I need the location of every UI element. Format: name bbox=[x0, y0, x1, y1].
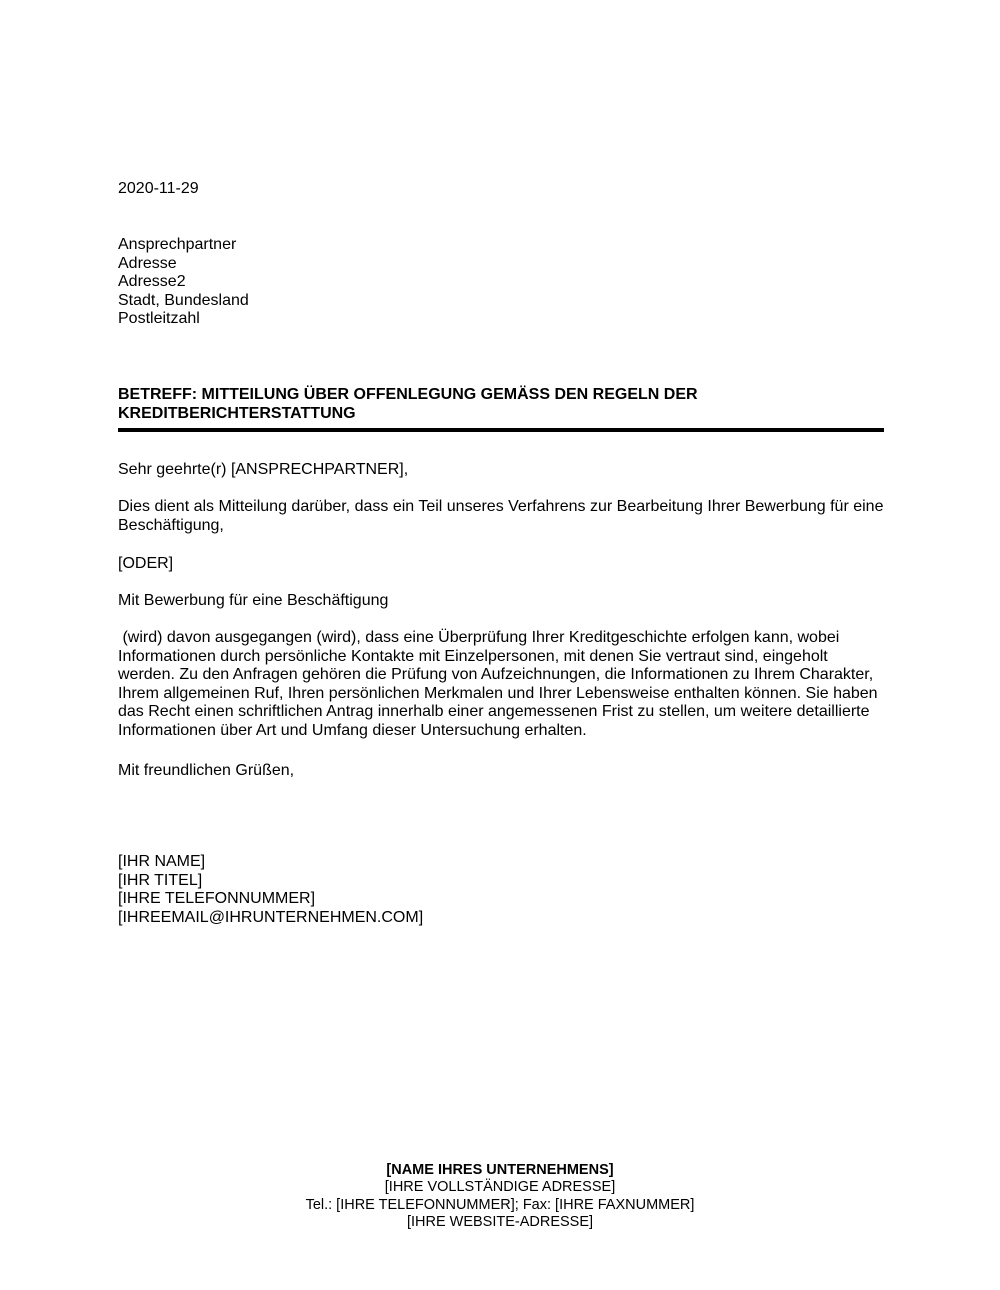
subject-line-1: BETREFF: MITTEILUNG ÜBER OFFENLEGUNG GEMÄSS DEN REGELN DER bbox=[118, 386, 698, 403]
signature-block bbox=[118, 853, 884, 927]
footer-website: [IHRE WEBSITE-ADRESSE] bbox=[406, 1214, 594, 1231]
recipient-contact: Ansprechpartner bbox=[118, 236, 237, 253]
recipient-postal-code: Postleitzahl bbox=[118, 310, 200, 328]
salutation: Sehr geehrte(r) [ANSPRECHPARTNER], bbox=[118, 461, 409, 478]
signature-name: [IHR NAME] bbox=[118, 853, 206, 870]
signature-email: [IHREEMAIL@IHRUNTERNEHMEN.COM] bbox=[118, 908, 424, 926]
footer-contact: Tel.: [IHRE TELEFONNUMMER]; Fax: [IHRE FAXNUMMER] bbox=[305, 1196, 695, 1213]
signature-title: [IHR TITEL] bbox=[118, 871, 203, 889]
subject-divider bbox=[118, 428, 884, 432]
recipient-city-state: Stadt, Bundesland bbox=[118, 291, 249, 309]
subject-heading bbox=[118, 386, 884, 423]
recipient-address-line2: Adresse2 bbox=[118, 273, 186, 291]
body-paragraph-2: Mit Bewerbung für eine Beschäftigung bbox=[118, 592, 389, 609]
company-footer bbox=[0, 1162, 1000, 1232]
footer-address: [IHRE VOLLSTÄNDIGE ADRESSE] bbox=[384, 1179, 616, 1196]
closing: Mit freundlichen Grüßen, bbox=[118, 762, 295, 779]
subject-line-2: KREDITBERICHTERSTATTUNG bbox=[118, 404, 356, 422]
body-paragraph-1: Dies dient als Mitteilung darüber, dass ein Teil unseres Verfahrens zur Bearbeitung Ihrer Bewerbung für eine Beschäftigung, bbox=[118, 498, 884, 534]
or-marker: [ODER] bbox=[118, 555, 174, 572]
footer-company-name: [NAME IHRES UNTERNEHMENS] bbox=[386, 1162, 614, 1178]
recipient-address bbox=[118, 236, 884, 329]
signature-phone: [IHRE TELEFONNUMMER] bbox=[118, 890, 316, 908]
letter-date: 2020-11-29 bbox=[118, 180, 199, 197]
recipient-address-line1: Adresse bbox=[118, 254, 177, 272]
body-paragraph-3: (wird) davon ausgegangen (wird), dass eine Überprüfung Ihrer Kreditgeschichte erfolgen kann, wobei Informationen durch persönliche Kontakte mit Einzelpersonen, mit denen Sie vertraut sind, eingeholt werden. Zu den Anfragen gehören die Prüfung von Aufzeichnungen, die Informationen zu Ihrem Charakter, Ihrem allgemeinen Ruf, Ihren persönlichen Merkmalen und Ihrer Lebensweise enthalten können. Sie haben das Recht einen schriftlichen Antrag innerhalb einer angemessenen Frist zu stellen, um weitere detaillierte Informationen über Art und Umfang dieser Untersuchung erhalten. bbox=[118, 629, 883, 739]
